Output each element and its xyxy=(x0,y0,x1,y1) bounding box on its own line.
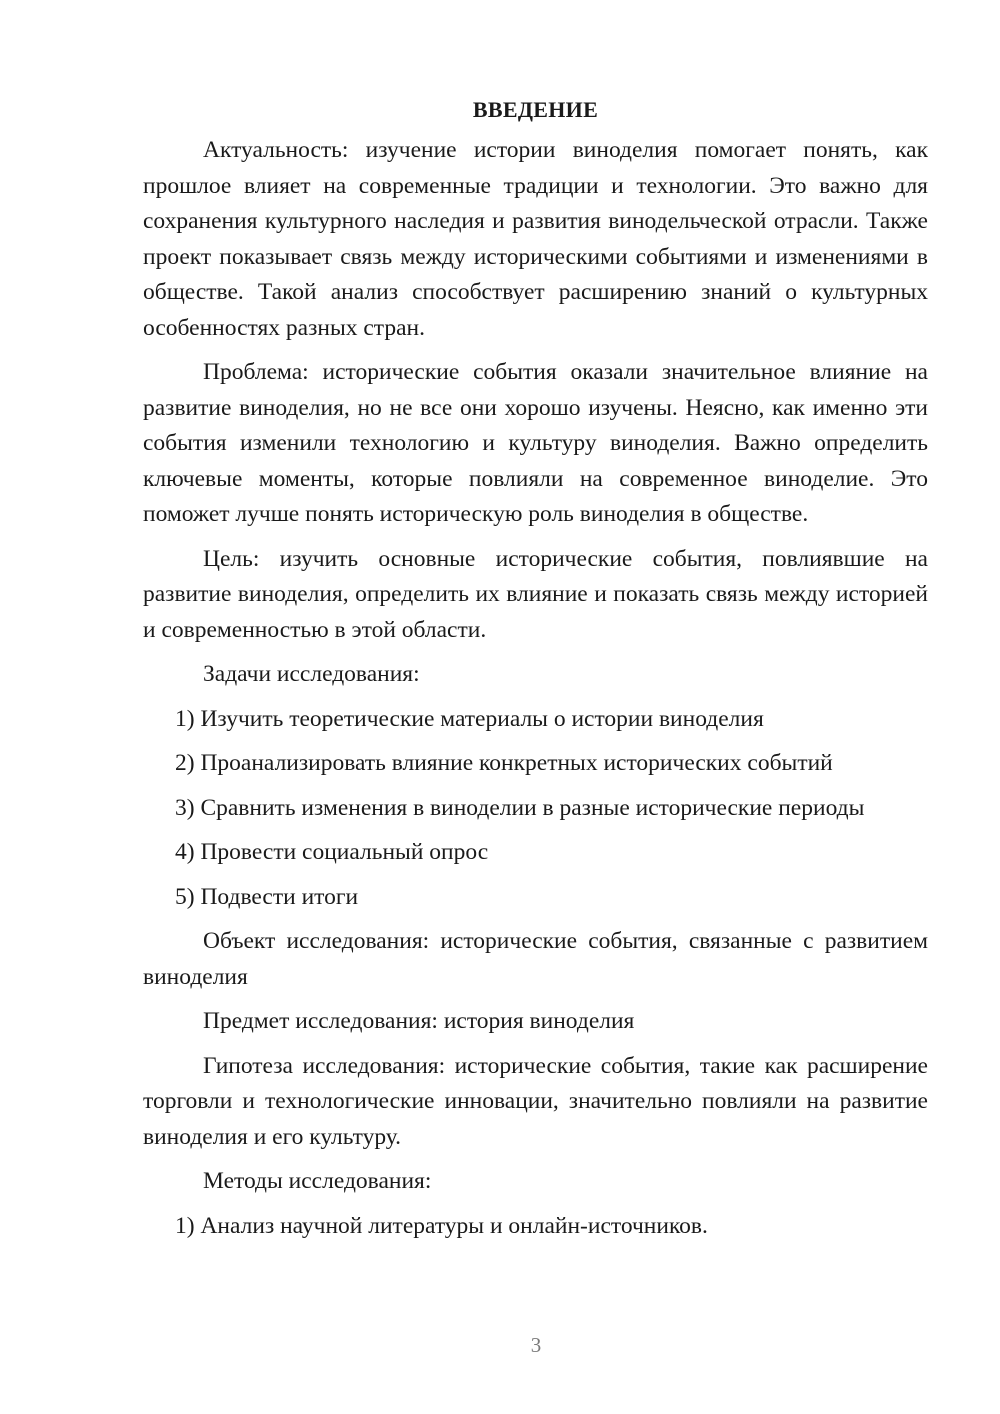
task-item: 5) Подвести итоги xyxy=(175,883,359,910)
task-item: 3) Сравнить изменения в виноделии в разные исторические периоды xyxy=(175,794,865,821)
task-item: 4) Провести социальный опрос xyxy=(175,839,489,865)
problem-paragraph: Проблема: исторические события оказали значительное влияние на развитие виноделия, но не все они хорошо изучены. Неясно, как именно эти события изменили технологию и культуру виноделия. Важно определить ключевые моменты, которые повлияли на современное виноделие. Это поможет лучше понять историческую роль виноделия в обществе. xyxy=(143,359,928,527)
relevance-paragraph: Актуальность: изучение истории виноделия помогает понять, как прошлое влияет на современные традиции и технологии. Это важно для сохранения культурного наследия и развития винодельческой отрасли. Также проект показывает связь между историческими событиями и изменениями в обществе. Такой анализ способствует расширению знаний о культурных особенностях разных стран. xyxy=(143,137,928,341)
methods-list xyxy=(143,1209,928,1245)
hypothesis-paragraph: Гипотеза исследования: исторические события, такие как расширение торговли и технологические инновации, значительно повлияли на развитие виноделия и его культуру. xyxy=(143,1052,928,1150)
object-paragraph: Объект исследования: исторические события, связанные с развитием виноделия xyxy=(143,928,928,990)
subject-paragraph: Предмет исследования: история виноделия xyxy=(203,1008,635,1034)
tasks-list xyxy=(143,702,928,916)
page-content xyxy=(143,95,928,1253)
page-number: 3 xyxy=(530,1333,542,1357)
methods-heading: Методы исследования: xyxy=(203,1168,432,1194)
method-item: 1) Анализ научной литературы и онлайн-источников. xyxy=(175,1212,708,1239)
section-title: ВВЕДЕНИЕ xyxy=(472,97,599,122)
task-item: 2) Проанализировать влияние конкретных исторических событий xyxy=(175,750,833,776)
task-item: 1) Изучить теоретические материалы о истории виноделия xyxy=(175,705,764,732)
goal-paragraph: Цель: изучить основные исторические события, повлиявшие на развитие виноделия, определить их влияние и показать связь между историей и современностью в этой области. xyxy=(143,545,928,643)
tasks-heading: Задачи исследования: xyxy=(203,661,420,687)
